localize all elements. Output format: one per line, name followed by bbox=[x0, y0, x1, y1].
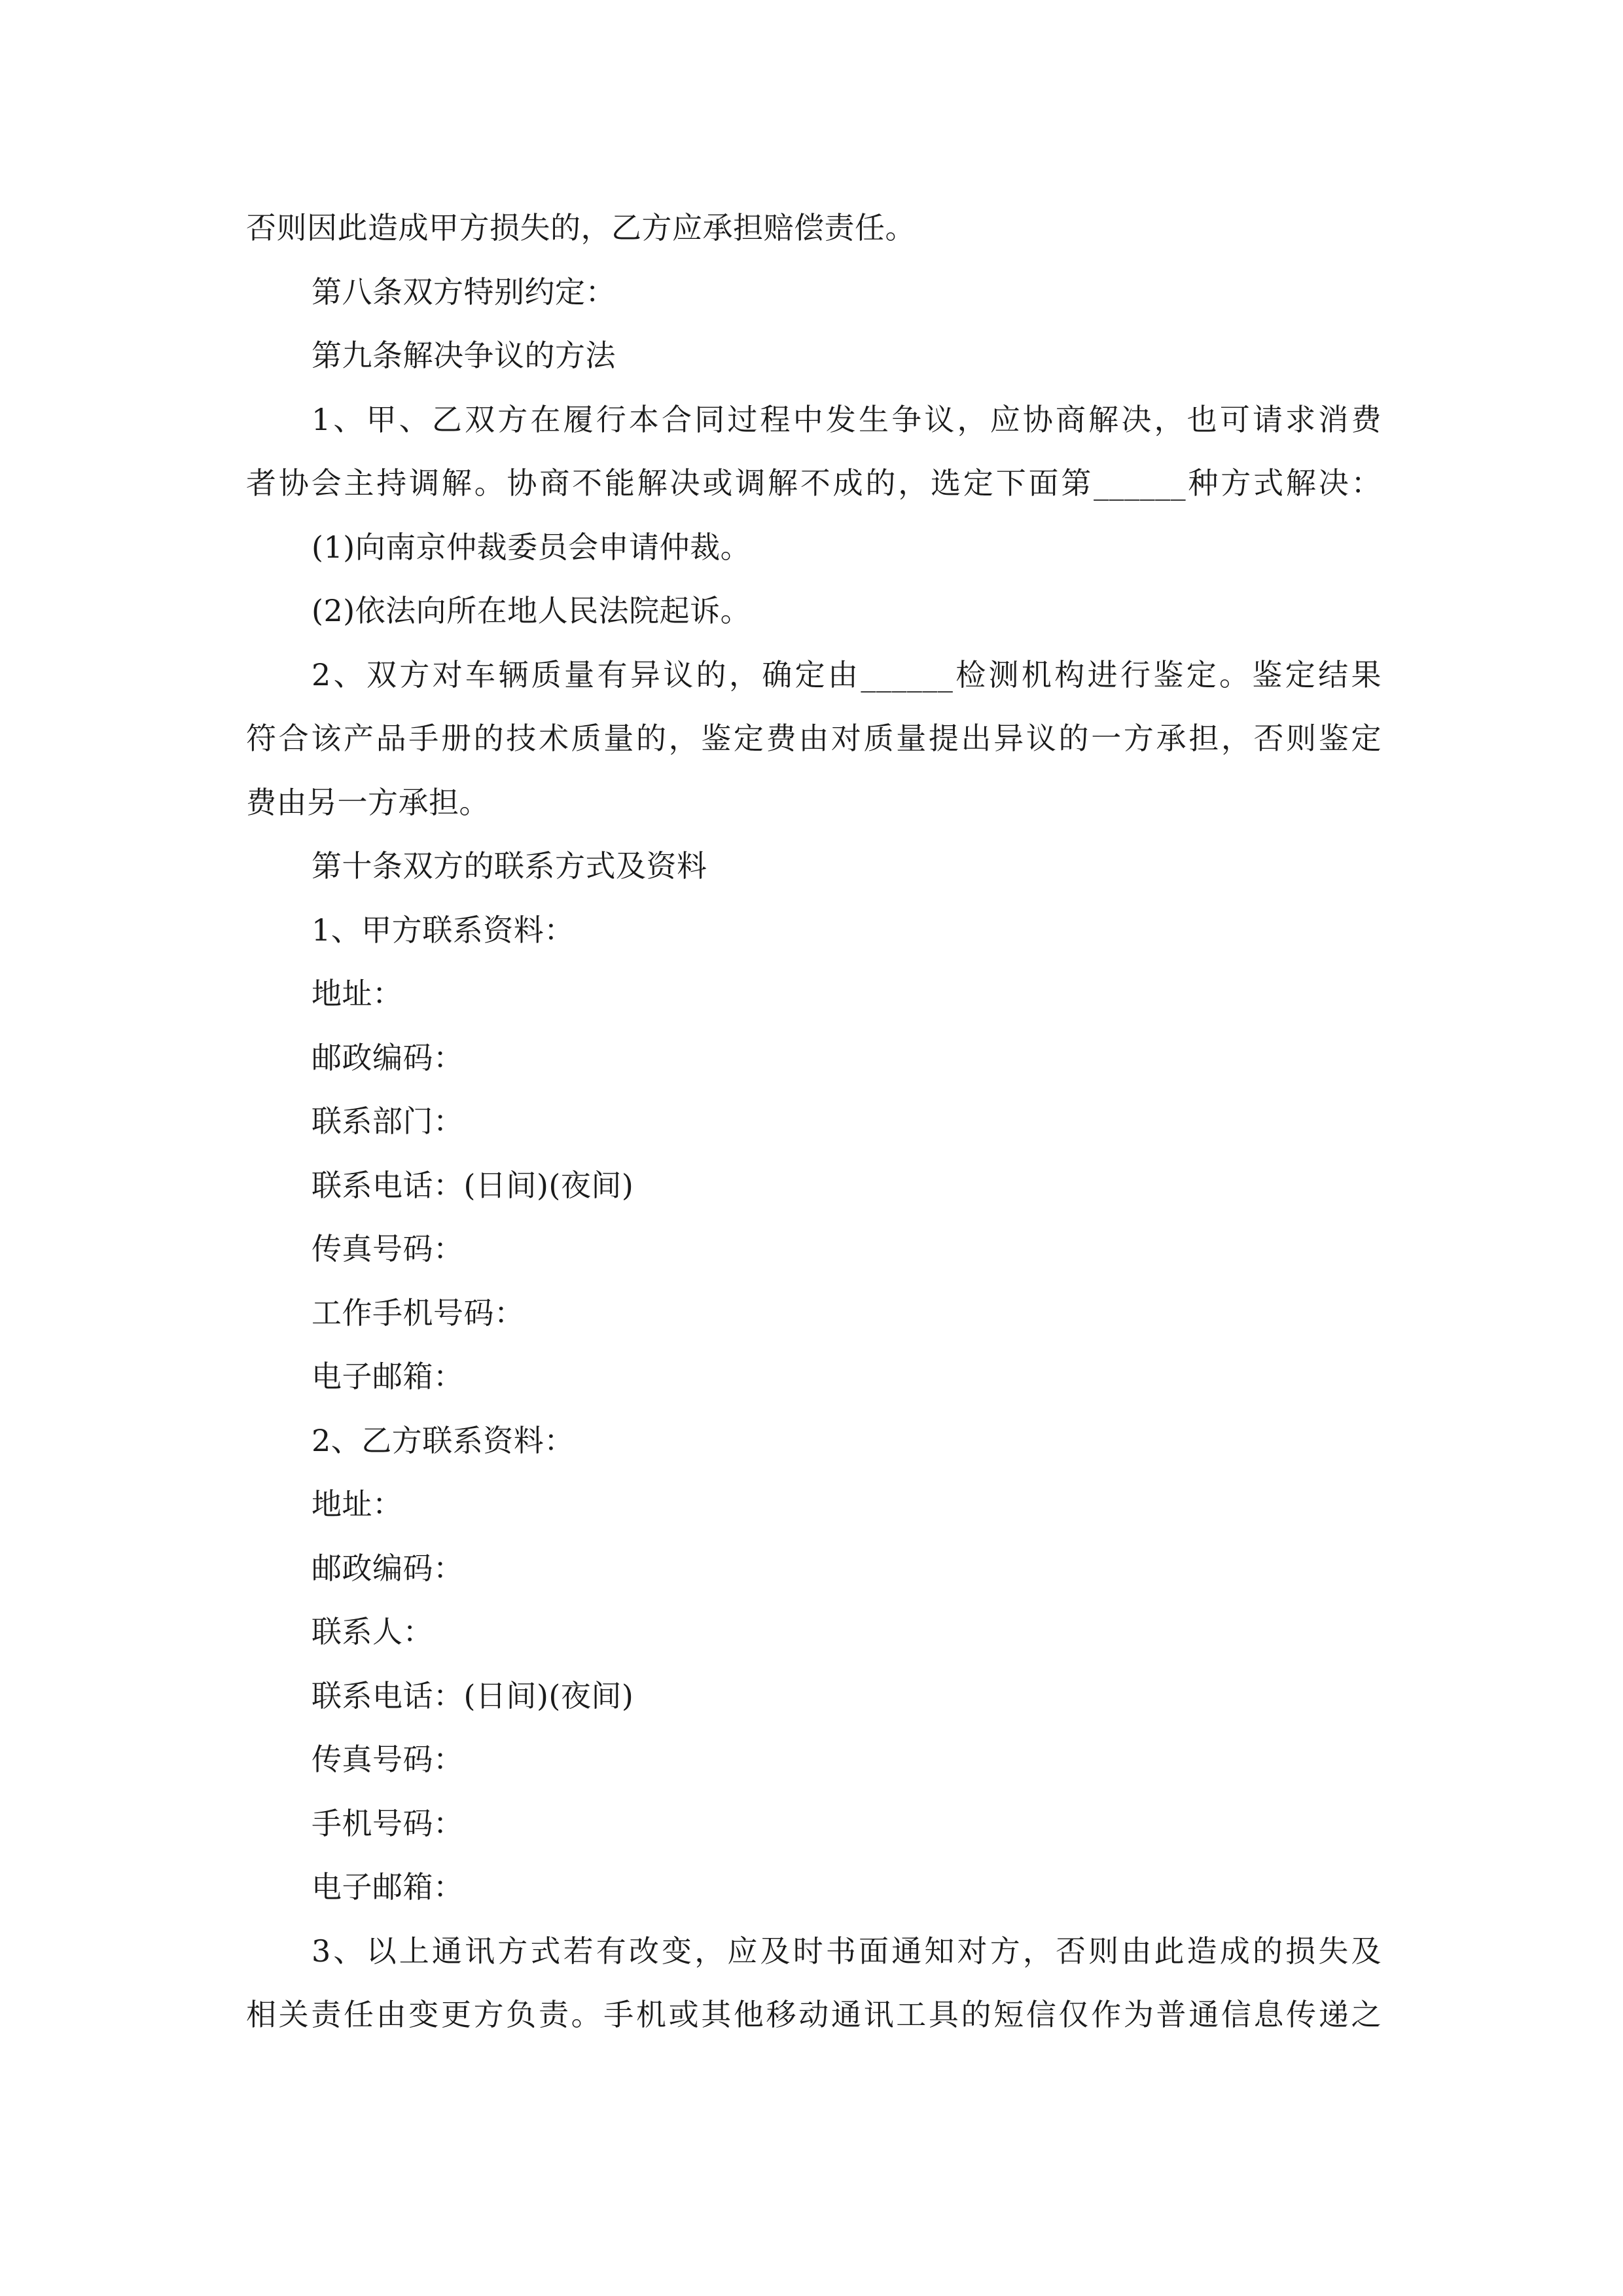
text-line: 2、双方对车辆质量有异议的，确定由______检测机构进行鉴定。鉴定结果 bbox=[312, 656, 1382, 692]
text-line: 地址： bbox=[312, 1486, 403, 1522]
text-line: 相关责任由变更方负责。手机或其他移动通讯工具的短信仅作为普通信息传递之 bbox=[246, 1997, 1382, 2032]
text-line: 联系电话：(日间)(夜间) bbox=[312, 1677, 634, 1713]
text-line: 2、乙方联系资料： bbox=[312, 1422, 575, 1458]
text-line: 工作手机号码： bbox=[312, 1295, 525, 1331]
text-line: 第九条解决争议的方法 bbox=[312, 338, 616, 373]
text-line: 手机号码： bbox=[312, 1805, 464, 1841]
text-line: 电子邮箱： bbox=[312, 1359, 464, 1394]
text-line: 1、甲方联系资料： bbox=[312, 912, 575, 948]
text-line: 传真号码： bbox=[312, 1231, 464, 1266]
text-line: 费由另一方承担。 bbox=[246, 784, 490, 820]
text-line: 传真号码： bbox=[312, 1742, 464, 1777]
text-line: (1)向南京仲裁委员会申请仲裁。 bbox=[312, 529, 751, 565]
text-line: 地址： bbox=[312, 976, 403, 1011]
document-body bbox=[246, 196, 1382, 2047]
text-line: 联系部门： bbox=[312, 1103, 464, 1139]
text-line: 否则因此造成甲方损失的，乙方应承担赔偿责任。 bbox=[246, 210, 916, 245]
text-line: 联系电话：(日间)(夜间) bbox=[312, 1167, 634, 1203]
text-line: 邮政编码： bbox=[312, 1550, 464, 1586]
text-line: 者协会主持调解。协商不能解决或调解不成的，选定下面第______种方式解决： bbox=[246, 465, 1382, 501]
text-line: 第十条双方的联系方式及资料 bbox=[312, 848, 707, 884]
text-line: 符合该产品手册的技术质量的，鉴定费由对质量提出异议的一方承担，否则鉴定 bbox=[246, 721, 1382, 756]
text-line: 1、甲、乙双方在履行本合同过程中发生争议，应协商解决，也可请求消费 bbox=[312, 401, 1382, 437]
text-line: (2)依法向所在地人民法院起诉。 bbox=[312, 593, 751, 628]
text-line: 3、以上通讯方式若有改变，应及时书面通知对方，否则由此造成的损失及 bbox=[312, 1933, 1382, 1969]
text-line: 邮政编码： bbox=[312, 1039, 464, 1075]
text-line: 第八条双方特别约定： bbox=[312, 274, 616, 310]
text-line: 联系人： bbox=[312, 1614, 433, 1649]
text-line: 电子邮箱： bbox=[312, 1869, 464, 1905]
